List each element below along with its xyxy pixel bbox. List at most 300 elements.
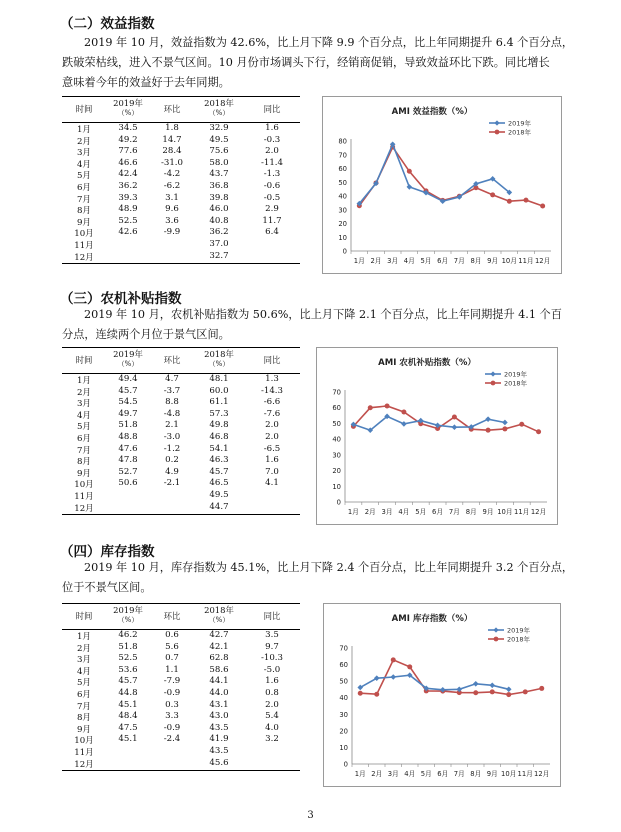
table-cell: 12月 [74,759,94,770]
table-cell: 2.0 [265,420,279,431]
x-tick-label: 2月 [364,508,376,516]
table-cell: -11.4 [260,157,284,168]
table-cell: -7.9 [163,676,181,687]
table-cell: 8.8 [165,397,179,408]
y-tick-label: 50 [338,178,347,187]
x-tick-label: 12月 [534,770,550,778]
table-cell: 36.2 [118,181,138,191]
table-cell: 48.9 [118,204,138,215]
table-header-text: 2018年 [204,98,234,108]
table-cell: 52.5 [118,653,138,664]
table-cell: 9月 [76,468,92,479]
data-point-2019 [407,184,413,190]
table-cell: 36.8 [209,181,229,191]
table-cell: 2.0 [265,146,279,157]
table-cell: 4月 [76,666,92,677]
table-header-text: 时间 [75,355,93,365]
x-tick-label: 7月 [453,770,465,778]
legend-marker [493,627,498,632]
y-tick-label: 10 [338,233,347,242]
table-cell: 1.6 [265,676,279,687]
x-tick-label: 4月 [398,508,410,516]
table-cell: 39.3 [118,192,138,203]
data-point-2018 [536,429,541,434]
table-cell: 11月 [74,748,94,758]
x-tick-label: 10月 [501,770,517,778]
series-line-2018 [359,147,542,206]
x-tick-label: 7月 [448,508,460,516]
table-profit [62,96,300,263]
data-point-2018 [452,414,457,419]
table-cell: 7月 [76,701,92,712]
table-cell: 45.7 [118,385,138,396]
table-cell: 0.7 [165,653,179,664]
table-cell: 44.8 [118,688,138,698]
table-cell: -10.3 [260,653,284,664]
table-cell: 3月 [76,399,92,410]
table-cell: 5.6 [165,641,179,652]
x-tick-label: 4月 [404,770,416,778]
x-tick-label: 10月 [497,508,513,516]
table-cell: 2.0 [265,432,279,442]
x-tick-label: 3月 [387,770,399,778]
data-point-2018 [524,198,529,203]
table-bottom-rule [62,263,300,264]
table-top-rule [62,96,300,97]
table-cell: 1.1 [165,664,179,675]
table-top-rule [62,603,300,604]
data-point-2018 [540,204,545,209]
y-tick-label: 40 [339,694,348,703]
table-cell: 9.7 [265,641,279,652]
table-cell: 1月 [76,376,92,386]
table-cell: -0.5 [263,192,281,203]
x-tick-label: 11月 [514,508,530,516]
table-cell: 1.8 [165,123,179,133]
legend-label: 2019年 [508,119,532,128]
x-tick-label: 8月 [465,508,477,516]
y-tick-label: 80 [338,137,347,146]
table-cell: -31.0 [160,157,184,168]
table-cell: 3.2 [265,734,279,745]
table-header-text: 环比 [163,355,181,365]
table-cell: 61.1 [209,397,229,408]
table-cell: 12月 [74,503,94,514]
table-cell: 10月 [74,736,94,747]
table-header-text: （%） [208,109,230,117]
table-header-text: 时间 [75,611,93,621]
y-tick-label: 0 [343,760,348,769]
y-tick-label: 20 [332,467,341,476]
table-cell: 52.5 [118,215,138,226]
data-point-2019 [485,416,491,422]
table-cell: 46.0 [209,204,229,215]
table-cell: 45.7 [118,676,138,687]
table-cell: 49.5 [209,134,229,145]
table-cell: 46.6 [118,157,138,168]
table-cell: 39.8 [209,192,229,203]
table-cell: 3.3 [165,711,179,722]
table-cell: 11月 [74,241,94,251]
table-cell: 11.7 [262,215,282,226]
table-cell: 1月 [76,632,92,642]
data-point-2019 [489,682,495,688]
table-cell: 45.1 [118,699,138,710]
legend-marker [494,637,499,642]
table-cell: -3.7 [163,385,181,396]
table-cell: 4.9 [165,466,179,477]
table-cell: 43.5 [209,746,229,756]
table-cell: 42.4 [118,169,138,180]
y-tick-label: 20 [339,727,348,736]
table-cell: 43.7 [209,169,229,180]
table-cell: 62.8 [209,653,229,664]
x-tick-label: 3月 [387,257,399,265]
table-header-text: 同比 [263,355,281,365]
y-tick-label: 30 [339,710,348,719]
table-cell: 0.2 [165,455,179,466]
y-tick-label: 60 [339,661,348,670]
table-cell: 45.1 [118,734,138,745]
table-cell: 2月 [76,136,92,147]
table-cell: 34.5 [118,123,138,133]
table-cell: 14.7 [162,134,182,145]
table-cell: 1.6 [265,455,279,466]
table-cell: 54.1 [209,443,229,454]
table-cell: 48.1 [209,374,229,384]
table-cell: 2.1 [165,420,179,431]
y-tick-label: 70 [339,644,348,653]
data-point-2018 [519,422,524,427]
table-bottom-rule [62,770,300,771]
x-tick-label: 5月 [420,257,432,265]
table-header-text: （%） [208,616,230,624]
table-header-cell [242,611,302,621]
y-tick-label: 50 [332,419,341,428]
table-cell: 32.9 [209,123,229,133]
table-header-cell [189,98,249,118]
chart-title: AMI 农机补贴指数（%） [378,358,476,368]
x-tick-label: 1月 [354,770,366,778]
x-tick-label: 8月 [470,770,482,778]
table-header-text: （%） [208,360,230,368]
paragraph-inventory [62,558,574,598]
table-cell: 6.4 [265,227,279,238]
table-cell: 4.7 [165,374,179,384]
table-cell: 40.8 [209,215,229,226]
table-cell: 75.6 [209,146,229,157]
table-cell: 4月 [76,410,92,421]
table-cell: 2.9 [265,204,279,215]
table-cell: -5.0 [263,664,281,675]
table-cell: 5月 [76,422,92,433]
table-cell: 0.8 [265,688,279,698]
table-cell: 49.7 [118,408,138,419]
data-point-2018 [407,169,412,174]
table-cell: 58.6 [209,664,229,675]
table-cell: -2.1 [163,478,181,489]
chart-title: AMI 库存指数（%） [391,614,473,624]
table-cell: 57.3 [209,408,229,419]
table-cell: 5.4 [265,711,279,722]
table-cell: -4.8 [163,408,181,419]
paragraph-profit [62,33,574,93]
legend-label: 2019年 [507,626,531,635]
paragraph-line: 位于不景气区间。 [62,581,152,594]
table-cell: 47.6 [118,443,138,454]
table-cell: 3.1 [165,192,179,203]
x-tick-label: 10月 [501,257,518,265]
table-cell: 1月 [76,125,92,135]
table-cell: 51.8 [118,420,138,431]
paragraph-line: 分点，连续两个月位于景气区间。 [62,328,230,341]
table-cell: 10月 [74,229,94,240]
table-cell: 2.0 [265,699,279,710]
table-cell: 8月 [76,713,92,724]
section-heading-subsidy: （三）农机补贴指数 [60,291,182,307]
table-cell: 9.6 [165,204,179,215]
table-header-text: 环比 [163,104,181,114]
x-tick-label: 12月 [534,257,551,265]
table-cell: 42.7 [209,630,229,640]
table-cell: 8月 [76,206,92,217]
table-cell: 49.2 [118,134,138,145]
data-point-2019 [390,674,396,680]
table-cell: 6月 [76,690,92,700]
table-cell: 42.6 [118,227,138,238]
table-cell: 51.8 [118,641,138,652]
x-tick-label: 3月 [381,508,393,516]
table-inventory [62,603,300,770]
table-cell: 7.0 [265,466,279,477]
data-point-2018 [506,692,511,697]
table-cell: 46.8 [209,432,229,442]
x-tick-label: 9月 [482,508,494,516]
data-point-2018 [407,664,412,669]
table-cell: 3月 [76,655,92,666]
table-header-text: （%） [117,616,139,624]
table-cell: 0.3 [165,699,179,710]
table-cell: 49.5 [209,490,229,500]
table-cell: -6.5 [263,443,281,454]
table-cell: 48.4 [118,711,138,722]
table-cell: 5月 [76,171,92,182]
legend-marker [491,381,496,386]
y-tick-label: 60 [332,404,341,413]
table-cell: 44.7 [209,501,229,512]
table-header-text: 2019年 [113,605,143,615]
paragraph-line: 意味着今年的效益好于去年同期。 [62,76,230,89]
table-cell: -9.9 [163,227,181,238]
table-header-text: 时间 [75,104,93,114]
table-cell: 47.5 [118,722,138,733]
legend-marker [494,120,499,125]
table-cell: 36.2 [209,227,229,238]
table-cell: -6.6 [263,397,281,408]
chart-profit [322,96,562,274]
table-cell: 46.2 [118,630,138,640]
table-cell: 52.7 [118,466,138,477]
table-header-text: 同比 [263,611,281,621]
data-point-2018 [507,199,512,204]
table-cell: -4.2 [163,169,181,180]
x-tick-label: 12月 [530,508,547,516]
table-cell: 43.0 [209,711,229,722]
y-tick-label: 0 [342,247,347,256]
table-header-text: 2019年 [113,98,143,108]
legend-label: 2018年 [507,635,531,644]
legend-marker [495,130,500,135]
table-header-cell [242,104,302,114]
table-header-text: 环比 [163,611,181,621]
table-cell: 47.8 [118,455,138,466]
chart-svg [324,604,560,786]
table-cell: 53.6 [118,664,138,675]
table-header-cell [189,349,249,369]
table-cell: -2.4 [163,734,181,745]
table-cell: 0.6 [165,630,179,640]
table-cell: 3.6 [165,215,179,226]
table-cell: 37.0 [209,239,229,249]
table-cell: 46.3 [209,455,229,466]
data-point-2019 [473,681,479,687]
table-cell: 7月 [76,445,92,456]
x-tick-label: 1月 [353,257,365,265]
x-tick-label: 2月 [371,770,383,778]
chart-inventory [323,603,561,787]
x-tick-label: 1月 [347,508,359,516]
y-tick-label: 70 [332,388,341,397]
table-header-cell [189,605,249,625]
section-heading-inventory: （四）库存指数 [60,544,155,560]
paragraph-line: 2019 年 10 月，效益指数为 42.6%，比上月下降 9.9 个百分点，比上年同期提升 6.4 个百分点， [84,36,574,49]
table-cell: -3.0 [163,432,181,442]
table-cell: 6月 [76,434,92,444]
table-cell: 4月 [76,159,92,170]
legend-label: 2018年 [508,128,532,137]
x-tick-label: 2月 [370,257,382,265]
table-header-text: 同比 [263,104,281,114]
section-heading-profit: （二）效益指数 [60,16,155,32]
chart-svg [317,348,557,524]
y-tick-label: 50 [339,677,348,686]
x-tick-label: 6月 [437,257,449,265]
data-point-2018 [401,409,406,414]
table-cell: 2月 [76,643,92,654]
x-tick-label: 9月 [487,257,499,265]
table-cell: -6.2 [163,181,181,191]
table-cell: 12月 [74,252,94,263]
y-tick-label: 70 [338,151,347,160]
table-cell: 2月 [76,387,92,398]
table-cell: 9月 [76,217,92,228]
table-cell: 5月 [76,678,92,689]
data-point-2018 [368,405,373,410]
y-tick-label: 40 [338,192,347,201]
table-cell: 4.1 [265,478,279,489]
series-line-2018 [353,406,538,432]
table-cell: -1.2 [163,443,181,454]
legend-marker [490,371,495,376]
page-number: 3 [307,810,314,821]
table-cell: 48.8 [118,432,138,442]
paragraph-line: 跌破荣枯线，进入不景气区间。10 月份市场调头下行，经销商促销，导致效益环比下跌。同比增长 [62,56,550,69]
paragraph-line: 2019 年 10 月，库存指数为 45.1%，比上月下降 2.4 个百分点，比上年同期提升 3.2 个百分点， [84,561,574,574]
x-tick-label: 7月 [453,257,465,265]
table-header-text: （%） [117,109,139,117]
series-line-2019 [353,416,505,430]
data-point-2018 [486,428,491,433]
table-header-text: 2019年 [113,349,143,359]
table-cell: 6月 [76,183,92,193]
y-tick-label: 10 [332,482,341,491]
paragraph-line: 2019 年 10 月，农机补贴指数为 50.6%，比上月下降 2.1 个百分点，比上年同期提升 4.1 个百 [84,308,562,321]
table-cell: 4.0 [265,722,279,733]
x-tick-label: 6月 [437,770,449,778]
table-cell: 58.0 [209,157,229,168]
data-point-2019 [502,420,508,426]
data-point-2018 [374,692,379,697]
data-point-2018 [391,657,396,662]
y-tick-label: 10 [339,743,348,752]
table-cell: 10月 [74,480,94,491]
x-tick-label: 9月 [486,770,498,778]
table-cell: 46.5 [209,478,229,489]
legend-label: 2019年 [504,370,528,379]
table-cell: 32.7 [209,250,229,261]
table-cell: 77.6 [118,146,138,157]
table-cell: 50.6 [118,478,138,489]
table-cell: 49.8 [209,420,229,431]
table-cell: 11月 [74,492,94,502]
x-tick-label: 11月 [518,257,534,265]
y-tick-label: 20 [338,220,347,228]
table-top-rule [62,347,300,348]
paragraph-subsidy [62,305,560,345]
data-point-2018 [539,686,544,691]
table-cell: 3.5 [265,630,279,640]
table-cell: -14.3 [260,385,284,396]
table-cell: -0.9 [163,722,181,733]
y-tick-label: 0 [336,498,341,507]
table-subsidy [62,347,300,514]
table-cell: 54.5 [118,397,138,408]
data-point-2018 [358,691,363,696]
data-point-2019 [452,424,458,430]
table-cell: -0.9 [163,688,181,698]
table-cell: -0.6 [263,181,281,191]
data-point-2019 [401,421,407,427]
table-cell: 9月 [76,724,92,735]
table-cell: 3月 [76,148,92,159]
table-cell: 44.0 [209,688,229,698]
table-header-cell [242,355,302,365]
data-point-2018 [490,192,495,197]
table-cell: 44.1 [209,676,229,687]
chart-subsidy [316,347,558,525]
data-point-2018 [385,403,390,408]
table-cell: 28.4 [162,146,182,157]
table-cell: 45.6 [209,757,229,768]
x-tick-label: 6月 [432,508,444,516]
data-point-2018 [473,690,478,695]
table-bottom-rule [62,514,300,515]
table-cell: -7.6 [263,408,281,419]
x-tick-label: 8月 [470,257,482,265]
table-cell: 8月 [76,457,92,468]
data-point-2019 [506,686,512,692]
table-cell: 43.1 [209,699,229,710]
